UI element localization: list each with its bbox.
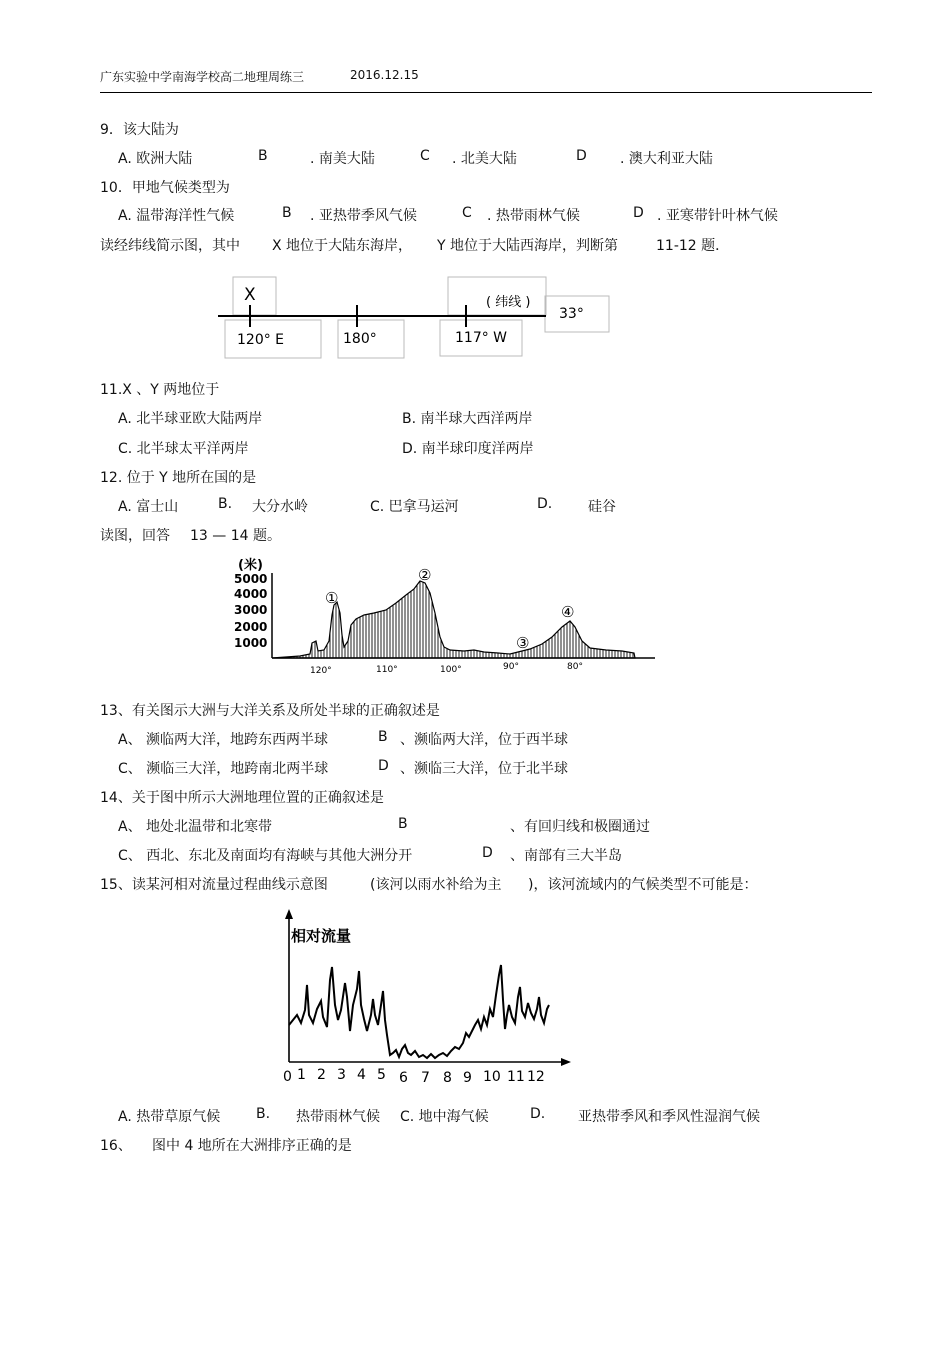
q15-option-d-letter: D. (530, 1106, 546, 1122)
q9-option-c-letter: C (420, 148, 430, 164)
terrain-profile-chart (230, 555, 660, 680)
profile-ytick-5000: 5000 (234, 572, 268, 586)
q11-option-d: D. 南半球印度洋两岸 (402, 441, 534, 457)
marker-2: ② (418, 566, 432, 584)
lat-label: 33° (559, 306, 584, 322)
q15-option-d-text: 亚热带季风和季风性湿润气候 (578, 1109, 760, 1125)
q11-option-b: B. 南半球大西洋两岸 (402, 411, 533, 427)
q10-option-c-text: . 热带雨林气候 (487, 208, 580, 224)
intro-13-14-part1: 读图，回答 (100, 528, 170, 544)
q13-option-b-text: 、濒临两大洋，位于西半球 (400, 732, 568, 748)
q14-option-b-text: 、有回归线和极圈通过 (510, 819, 650, 835)
q15-option-a: A. 热带草原气候 (118, 1109, 221, 1125)
marker-4: ④ (561, 603, 575, 621)
flow-xtick-6: 6 (399, 1070, 408, 1086)
q13-option-d-text: 、濒临三大洋，位于北半球 (400, 761, 568, 777)
q13-option-b-letter: B (378, 729, 388, 745)
profile-unit: (米) (238, 558, 263, 573)
q12-stem: 12. 位于 Y 地所在国的是 (100, 470, 257, 486)
intro-11-12-part2: X 地位于大陆东海岸， (272, 238, 413, 254)
flow-xtick-5: 5 (377, 1067, 386, 1083)
flow-xtick-12: 12 (527, 1069, 545, 1085)
profile-ytick-2000: 2000 (234, 620, 268, 634)
q13-option-d-letter: D (378, 758, 389, 774)
q13-stem: 13、有关图示大洲与大洋关系及所处半球的正确叙述是 (100, 703, 440, 719)
flow-xtick-1: 1 (297, 1067, 306, 1083)
profile-xtick-90: 90° (503, 662, 519, 672)
x-label: X (244, 285, 256, 305)
profile-ytick-3000: 3000 (234, 603, 268, 617)
intro-11-12-part4: 11-12 题． (656, 238, 730, 254)
latitude-line-diagram (210, 272, 620, 362)
q13-option-c: C、 濒临三大洋，地跨南北两半球 (118, 761, 329, 777)
flow-xtick-4: 4 (357, 1067, 366, 1083)
q9-stem: 9．该大陆为 (100, 122, 179, 138)
q12-option-d-text: 硅谷 (588, 499, 616, 515)
flow-xtick-8: 8 (443, 1070, 452, 1086)
river-flow-chart (275, 905, 575, 1090)
header-school: 广东实验中学南海学校高二地理周练三 (100, 70, 305, 84)
intro-13-14-part2: 13 — 14 题。 (190, 528, 281, 544)
q9-option-a: A. 欧洲大陆 (118, 151, 193, 167)
flow-xtick-10: 10 (483, 1069, 501, 1085)
q10-option-d-text: . 亚寒带针叶林气候 (657, 208, 778, 224)
flow-x-arrow (561, 1058, 571, 1066)
profile-xtick-100: 100° (440, 665, 462, 675)
flow-xtick-9: 9 (463, 1070, 472, 1086)
q14-option-c: C、 西北、东北及南面均有海峡与其他大洲分开 (118, 848, 413, 864)
q15-stem-part3: )，该河流域内的气候类型不可能是： (528, 877, 758, 893)
profile-ytick-1000: 1000 (234, 636, 268, 650)
q14-option-b-letter: B (398, 816, 408, 832)
q11-option-c: C. 北半球太平洋两岸 (118, 441, 249, 457)
q15-option-b-text: 热带雨林气候 (296, 1109, 380, 1125)
q14-option-a: A、 地处北温带和北寒带 (118, 819, 273, 835)
q10-option-c-letter: C (462, 205, 472, 221)
q11-stem: 11.X 、Y 两地位于 (100, 382, 220, 398)
q9-option-d-letter: D (576, 148, 587, 164)
marker-3: ③ (516, 634, 530, 652)
profile-xtick-110: 110° (376, 665, 398, 675)
lon1-label: 120° E (237, 332, 285, 348)
intro-11-12-part1: 读经纬线简示图，其中 (100, 238, 240, 254)
flow-curve (289, 965, 549, 1058)
flow-xtick-3: 3 (337, 1067, 346, 1083)
q12-option-b-text: 大分水岭 (252, 499, 308, 515)
q10-option-b-text: . 亚热带季风气候 (310, 208, 417, 224)
profile-xtick-80: 80° (567, 662, 583, 672)
q10-option-a: A. 温带海洋性气候 (118, 208, 235, 224)
header-date: 2016.12.15 (350, 68, 419, 82)
q15-option-b-letter: B. (256, 1106, 271, 1122)
q11-option-a: A. 北半球亚欧大陆两岸 (118, 411, 263, 427)
intro-11-12-part3: Y 地位于大陆西海岸，判断第 (437, 238, 619, 254)
lon2-label: 180° (343, 331, 377, 347)
q10-option-b-letter: B (282, 205, 292, 221)
q9-option-b-text: . 南美大陆 (310, 151, 375, 167)
marker-1: ① (325, 589, 339, 607)
flow-xtick-11: 11 (507, 1069, 525, 1085)
flow-xtick-7: 7 (421, 1070, 430, 1086)
q16-stem: 图中 4 地所在大洲排序正确的是 (152, 1138, 352, 1154)
flow-xtick-2: 2 (317, 1067, 326, 1083)
q12-option-a: A. 富士山 (118, 499, 179, 515)
q10-option-d-letter: D (633, 205, 644, 221)
q14-option-d-letter: D (482, 845, 493, 861)
q12-option-c: C. 巴拿马运河 (370, 499, 459, 515)
q12-option-b-letter: B. (218, 496, 233, 512)
flow-xtick-0: 0 (283, 1069, 292, 1085)
flow-y-arrow (285, 909, 293, 919)
header-rule (100, 92, 872, 93)
q15-option-c: C. 地中海气候 (400, 1109, 489, 1125)
q10-stem: 10．甲地气候类型为 (100, 180, 230, 196)
profile-ytick-4000: 4000 (234, 587, 268, 601)
q14-stem: 14、关于图中所示大洲地理位置的正确叙述是 (100, 790, 384, 806)
lon3-label: 117° W (455, 330, 508, 346)
profile-xtick-120: 120° (310, 666, 332, 676)
line-label: ( 纬线 ) (486, 295, 531, 310)
q15-stem-part1: 15、读某河相对流量过程曲线示意图 (100, 877, 328, 893)
q9-option-b-letter: B (258, 148, 268, 164)
q9-option-d-text: . 澳大利亚大陆 (620, 151, 713, 167)
q14-option-d-text: 、南部有三大半岛 (510, 848, 622, 864)
q9-option-c-text: . 北美大陆 (452, 151, 517, 167)
q15-stem-part2: (该河以雨水补给为主 (370, 877, 502, 893)
q12-option-d-letter: D. (537, 496, 553, 512)
q16-number: 16、 (100, 1138, 132, 1154)
q13-option-a: A、 濒临两大洋，地跨东西两半球 (118, 732, 329, 748)
flow-ylabel: 相对流量 (291, 927, 352, 945)
